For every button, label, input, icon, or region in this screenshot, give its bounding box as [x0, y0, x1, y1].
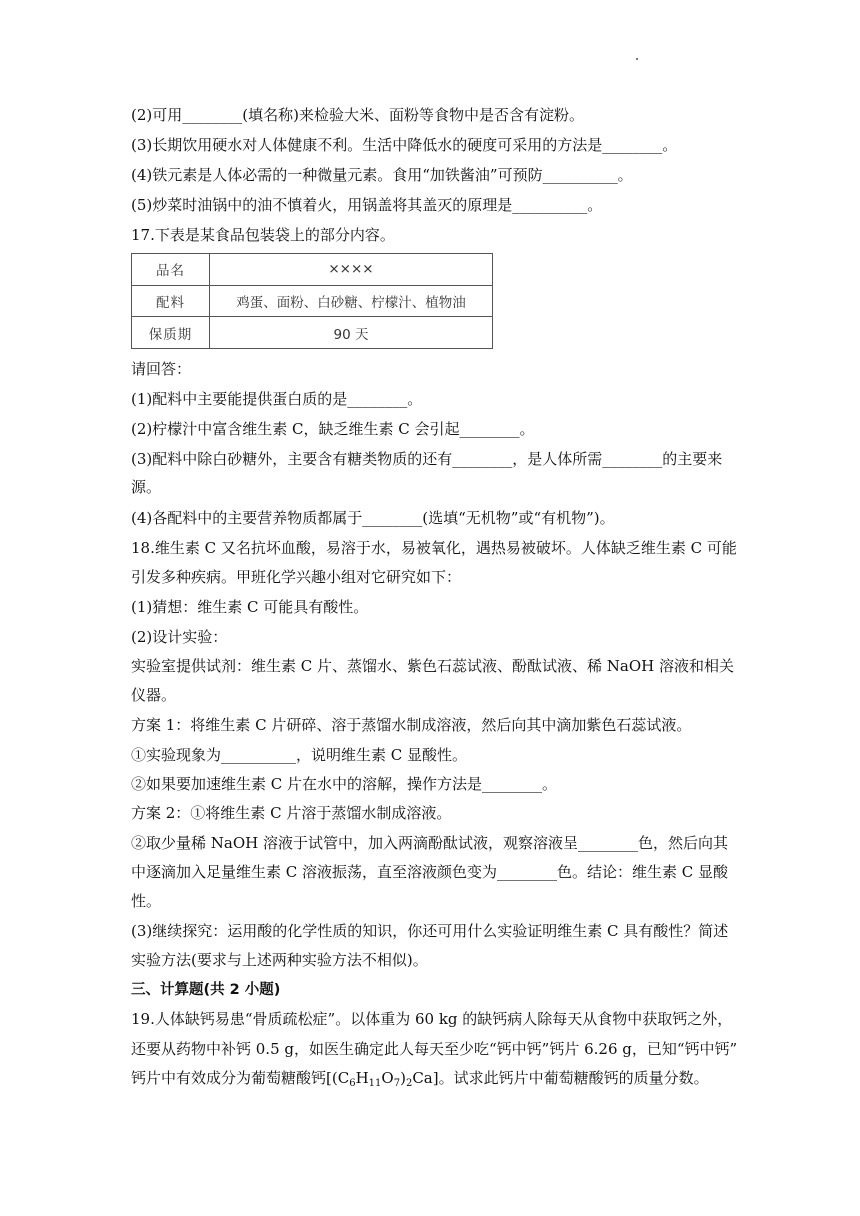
question-16-5: (5)炒菜时油锅中的油不慎着火，用锅盖将其盖灭的原理是__________。 [131, 196, 603, 214]
table-cell-value: 90 天 [210, 317, 493, 349]
question-18-plan-2-b: ②取少量稀 NaOH 溶液于试管中，加入两滴酚酞试液，观察溶液呈________色，然后向其 [131, 834, 728, 852]
formula-text: O [381, 1069, 394, 1087]
formula-subscript: 7 [393, 1078, 401, 1089]
header-dot [636, 58, 638, 60]
question-18-1: (1)猜想：维生素 C 可能具有酸性。 [131, 598, 369, 616]
question-17-prompt: 请回答： [131, 360, 192, 378]
question-18-2: (2)设计实验： [131, 628, 228, 646]
food-label-table [131, 253, 493, 349]
question-18-3-cont: 实验方法(要求与上述两种实验方法不相似)。 [131, 951, 428, 969]
question-16-2: (2)可用________(填名称)来检验大米、面粉等食物中是否含有淀粉。 [131, 106, 584, 124]
question-18-reagents: 实验室提供试剂：维生素 C 片、蒸馏水、紫色石蕊试液、酚酞试液、稀 NaOH 溶液和相关 [131, 657, 734, 675]
question-18-intro: 18.维生素 C 又名抗坏血酸，易溶于水，易被氧化，遇热易被破坏。人体缺乏维生素 C 可能 [131, 539, 737, 557]
question-18-reagents-cont: 仪器。 [131, 686, 177, 704]
formula-text: ) [400, 1069, 406, 1087]
table-row [132, 317, 493, 349]
question-17-2: (2)柠檬汁中富含维生素 C，缺乏维生素 C 会引起________。 [131, 420, 535, 438]
question-18-plan-2-b-cont: 中逐滴加入足量维生素 C 溶液振荡，直至溶液颜色变为________色。结论：维生素 C 显酸 [131, 863, 729, 881]
question-16-4: (4)铁元素是人体必需的一种微量元素。食用“加铁酱油”可预防__________。 [131, 166, 633, 184]
question-17-3: (3)配料中除白砂糖外，主要含有糖类物质的还有________，是人体所需________的主要来 [131, 450, 723, 468]
formula-text: H [355, 1069, 369, 1087]
question-18-intro-cont: 引发多种疾病。甲班化学兴趣小组对它研究如下： [131, 568, 462, 586]
question-18-plan-2: 方案 2：①将维生素 C 片溶于蒸馏水制成溶液。 [131, 804, 452, 822]
table-cell-label: 品名 [132, 254, 210, 286]
question-17-intro: 17.下表是某食品包装袋上的部分内容。 [131, 226, 395, 244]
question-18-plan-2-b-end: 性。 [131, 892, 162, 910]
question-17-3-cont: 源。 [131, 478, 162, 496]
table-cell-label: 保质期 [132, 317, 210, 349]
question-19-line-1: 19.人体缺钙易患“骨质疏松症”。以体重为 60 kg 的缺钙病人除每天从食物中获取钙之外， [131, 1010, 733, 1028]
question-17-1: (1)配料中主要能提供蛋白质的是________。 [131, 390, 423, 408]
table-cell-value: ×××× [210, 254, 493, 286]
question-19-line-2: 还要从药物中补钙 0.5 g，如医生确定此人每天至少吃“钙中钙”钙片 6.26 g，已知“钙中钙” [131, 1040, 738, 1058]
table-cell-label: 配料 [132, 285, 210, 317]
table-row [132, 254, 493, 286]
formula-suffix: Ca]。试求此钙片中葡萄糖酸钙的质量分数。 [412, 1069, 709, 1087]
formula-subscript: 6 [349, 1078, 356, 1089]
formula-subscript: 2 [405, 1078, 413, 1089]
table-cell-value: 鸡蛋、面粉、白砂糖、柠檬汁、植物油 [210, 285, 493, 317]
question-18-plan-1-a: ①实验现象为__________，说明维生素 C 显酸性。 [131, 746, 468, 764]
formula-prefix: 钙片中有效成分为葡萄糖酸钙[(C [131, 1069, 350, 1087]
question-16-3: (3)长期饮用硬水对人体健康不利。生活中降低水的硬度可采用的方法是________。 [131, 136, 678, 154]
table-row [132, 285, 493, 317]
question-18-plan-1-b: ②如果要加速维生素 C 片在水中的溶解，操作方法是________。 [131, 775, 558, 793]
formula-subscript: 11 [368, 1078, 382, 1089]
question-19-line-3 [131, 1068, 731, 1088]
question-17-4: (4)各配料中的主要营养物质都属于________(选填“无机物”或“有机物”)。 [131, 509, 615, 527]
question-18-3: (3)继续探究：运用酸的化学性质的知识，你还可用什么实验证明维生素 C 具有酸性？简述 [131, 922, 729, 940]
question-18-plan-1: 方案 1：将维生素 C 片研碎、溶于蒸馏水制成溶液，然后向其中滴加紫色石蕊试液。 [131, 716, 692, 734]
section-heading: 三、计算题(共 2 小题) [131, 982, 281, 998]
